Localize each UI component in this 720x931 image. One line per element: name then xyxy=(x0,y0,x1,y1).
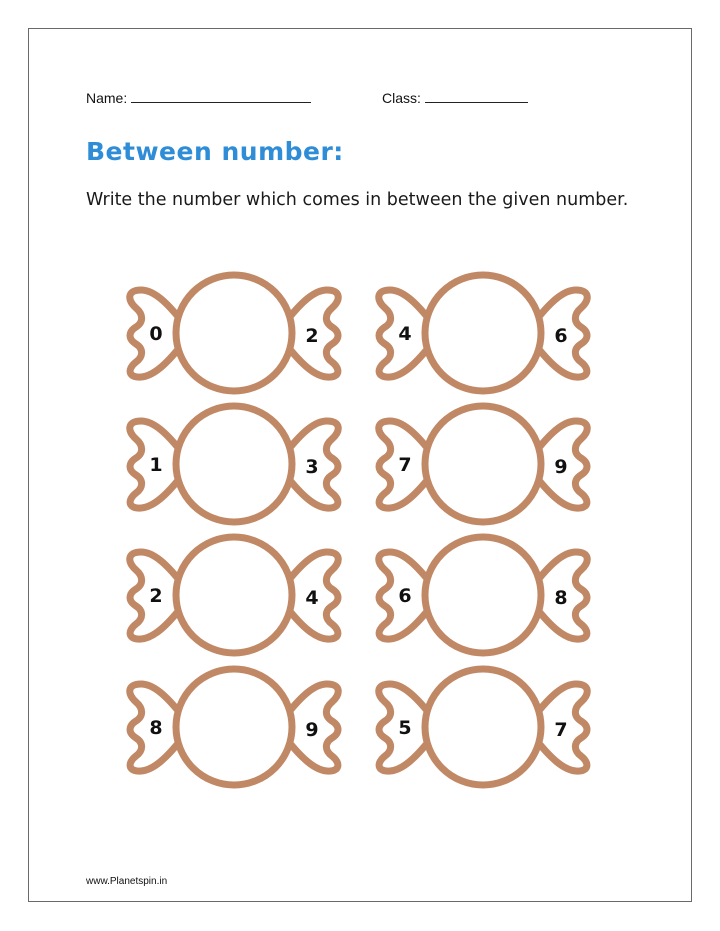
candy-left-number: 2 xyxy=(149,585,163,607)
answer-circle[interactable] xyxy=(425,275,541,391)
candy-left-number: 0 xyxy=(149,323,163,345)
answer-circle[interactable] xyxy=(425,669,541,785)
answer-circle[interactable] xyxy=(176,275,292,391)
candy-left-number: 6 xyxy=(398,585,412,607)
candy-right-number: 8 xyxy=(554,587,568,609)
name-label: Name: xyxy=(86,90,128,106)
candy-right-number: 9 xyxy=(554,456,568,478)
answer-circle[interactable] xyxy=(425,537,541,653)
candy-left-number: 4 xyxy=(398,323,412,345)
candy-left-number: 7 xyxy=(398,454,412,476)
answer-circle[interactable] xyxy=(176,406,292,522)
candy-right-number: 6 xyxy=(554,325,568,347)
footer-website: www.Planetspin.in xyxy=(86,876,168,887)
candy xyxy=(130,275,338,391)
candy xyxy=(130,406,338,522)
candy-left-number: 8 xyxy=(149,717,163,739)
candy xyxy=(379,275,587,391)
candy-left-number: 5 xyxy=(398,717,412,739)
candy-right-number: 9 xyxy=(305,719,319,741)
answer-circle[interactable] xyxy=(176,537,292,653)
candy xyxy=(379,669,587,785)
candy-right-number: 7 xyxy=(554,719,568,741)
answer-circle[interactable] xyxy=(176,669,292,785)
candy-left-number: 1 xyxy=(149,454,163,476)
candy xyxy=(130,669,338,785)
candy-right-number: 4 xyxy=(305,587,319,609)
instruction-text: Write the number which comes in between the given number. xyxy=(86,190,629,210)
class-label: Class: xyxy=(382,90,421,106)
candy xyxy=(379,406,587,522)
candy-right-number: 2 xyxy=(305,325,319,347)
answer-circle[interactable] xyxy=(425,406,541,522)
candy xyxy=(130,537,338,653)
page-title: Between number: xyxy=(86,137,344,166)
candy-right-number: 3 xyxy=(305,456,319,478)
candy xyxy=(379,537,587,653)
